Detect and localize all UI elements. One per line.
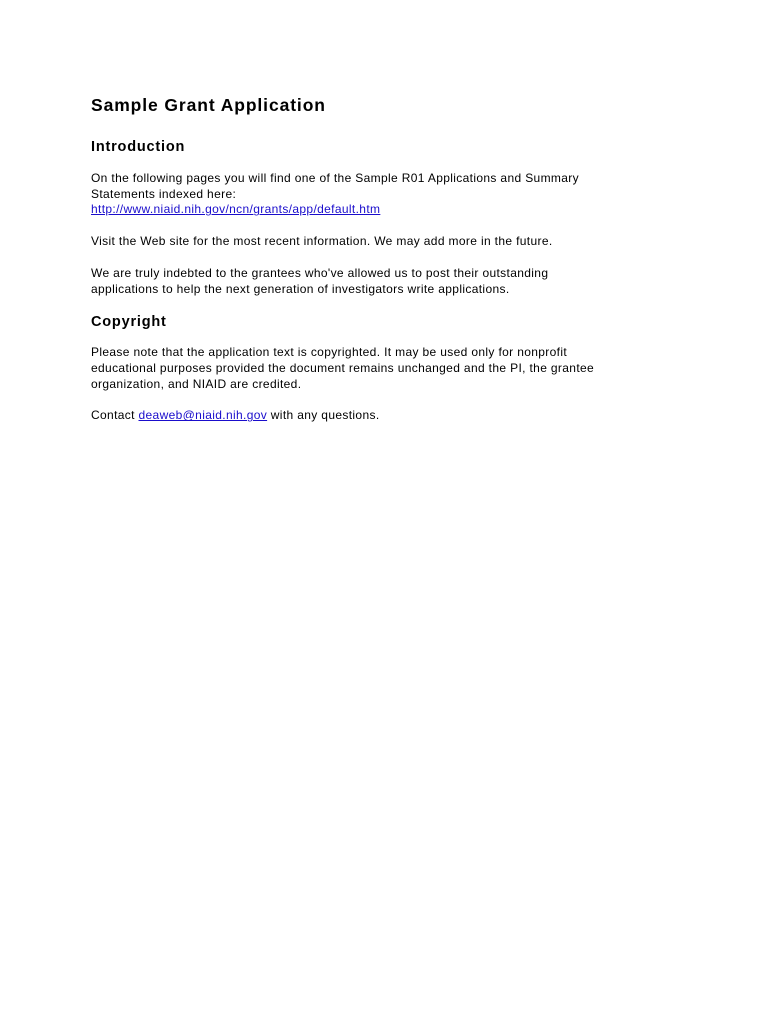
introduction-paragraph-3 xyxy=(91,266,691,297)
contact-email-link[interactable]: deaweb@niaid.nih.gov xyxy=(138,408,268,423)
introduction-paragraph-3-line-1: We are truly indebted to the grantees who've allowed us to post their outstanding xyxy=(91,265,549,280)
copyright-heading: Copyright xyxy=(91,314,167,331)
contact-prefix: Contact xyxy=(91,408,139,423)
introduction-heading: Introduction xyxy=(91,139,186,155)
contact-suffix: with any questions. xyxy=(267,408,380,423)
copyright-paragraph-1-line-2: educational purposes provided the document remains unchanged and the PI, the grantee xyxy=(91,360,595,375)
document-title: Sample Grant Application xyxy=(91,95,326,115)
sample-applications-link[interactable]: http://www.niaid.nih.gov/ncn/grants/app/default.htm xyxy=(91,202,381,217)
document-content xyxy=(91,94,691,424)
introduction-paragraph-1 xyxy=(91,171,691,218)
introduction-paragraph-1-line-2: Statements indexed here: xyxy=(91,186,237,201)
introduction-paragraph-3-line-2: applications to help the next generation of investigators write applications. xyxy=(91,281,510,296)
copyright-paragraph-1-line-1: Please note that the application text is copyrighted. It may be used only for nonprofit xyxy=(91,345,568,360)
copyright-paragraph-1 xyxy=(91,345,691,392)
introduction-paragraph-2: Visit the Web site for the most recent information. We may add more in the future. xyxy=(91,234,553,249)
contact-paragraph xyxy=(91,408,691,424)
copyright-paragraph-1-line-3: organization, and NIAID are credited. xyxy=(91,376,302,391)
introduction-paragraph-1-line-1: On the following pages you will find one of the Sample R01 Applications and Summary xyxy=(91,171,579,185)
